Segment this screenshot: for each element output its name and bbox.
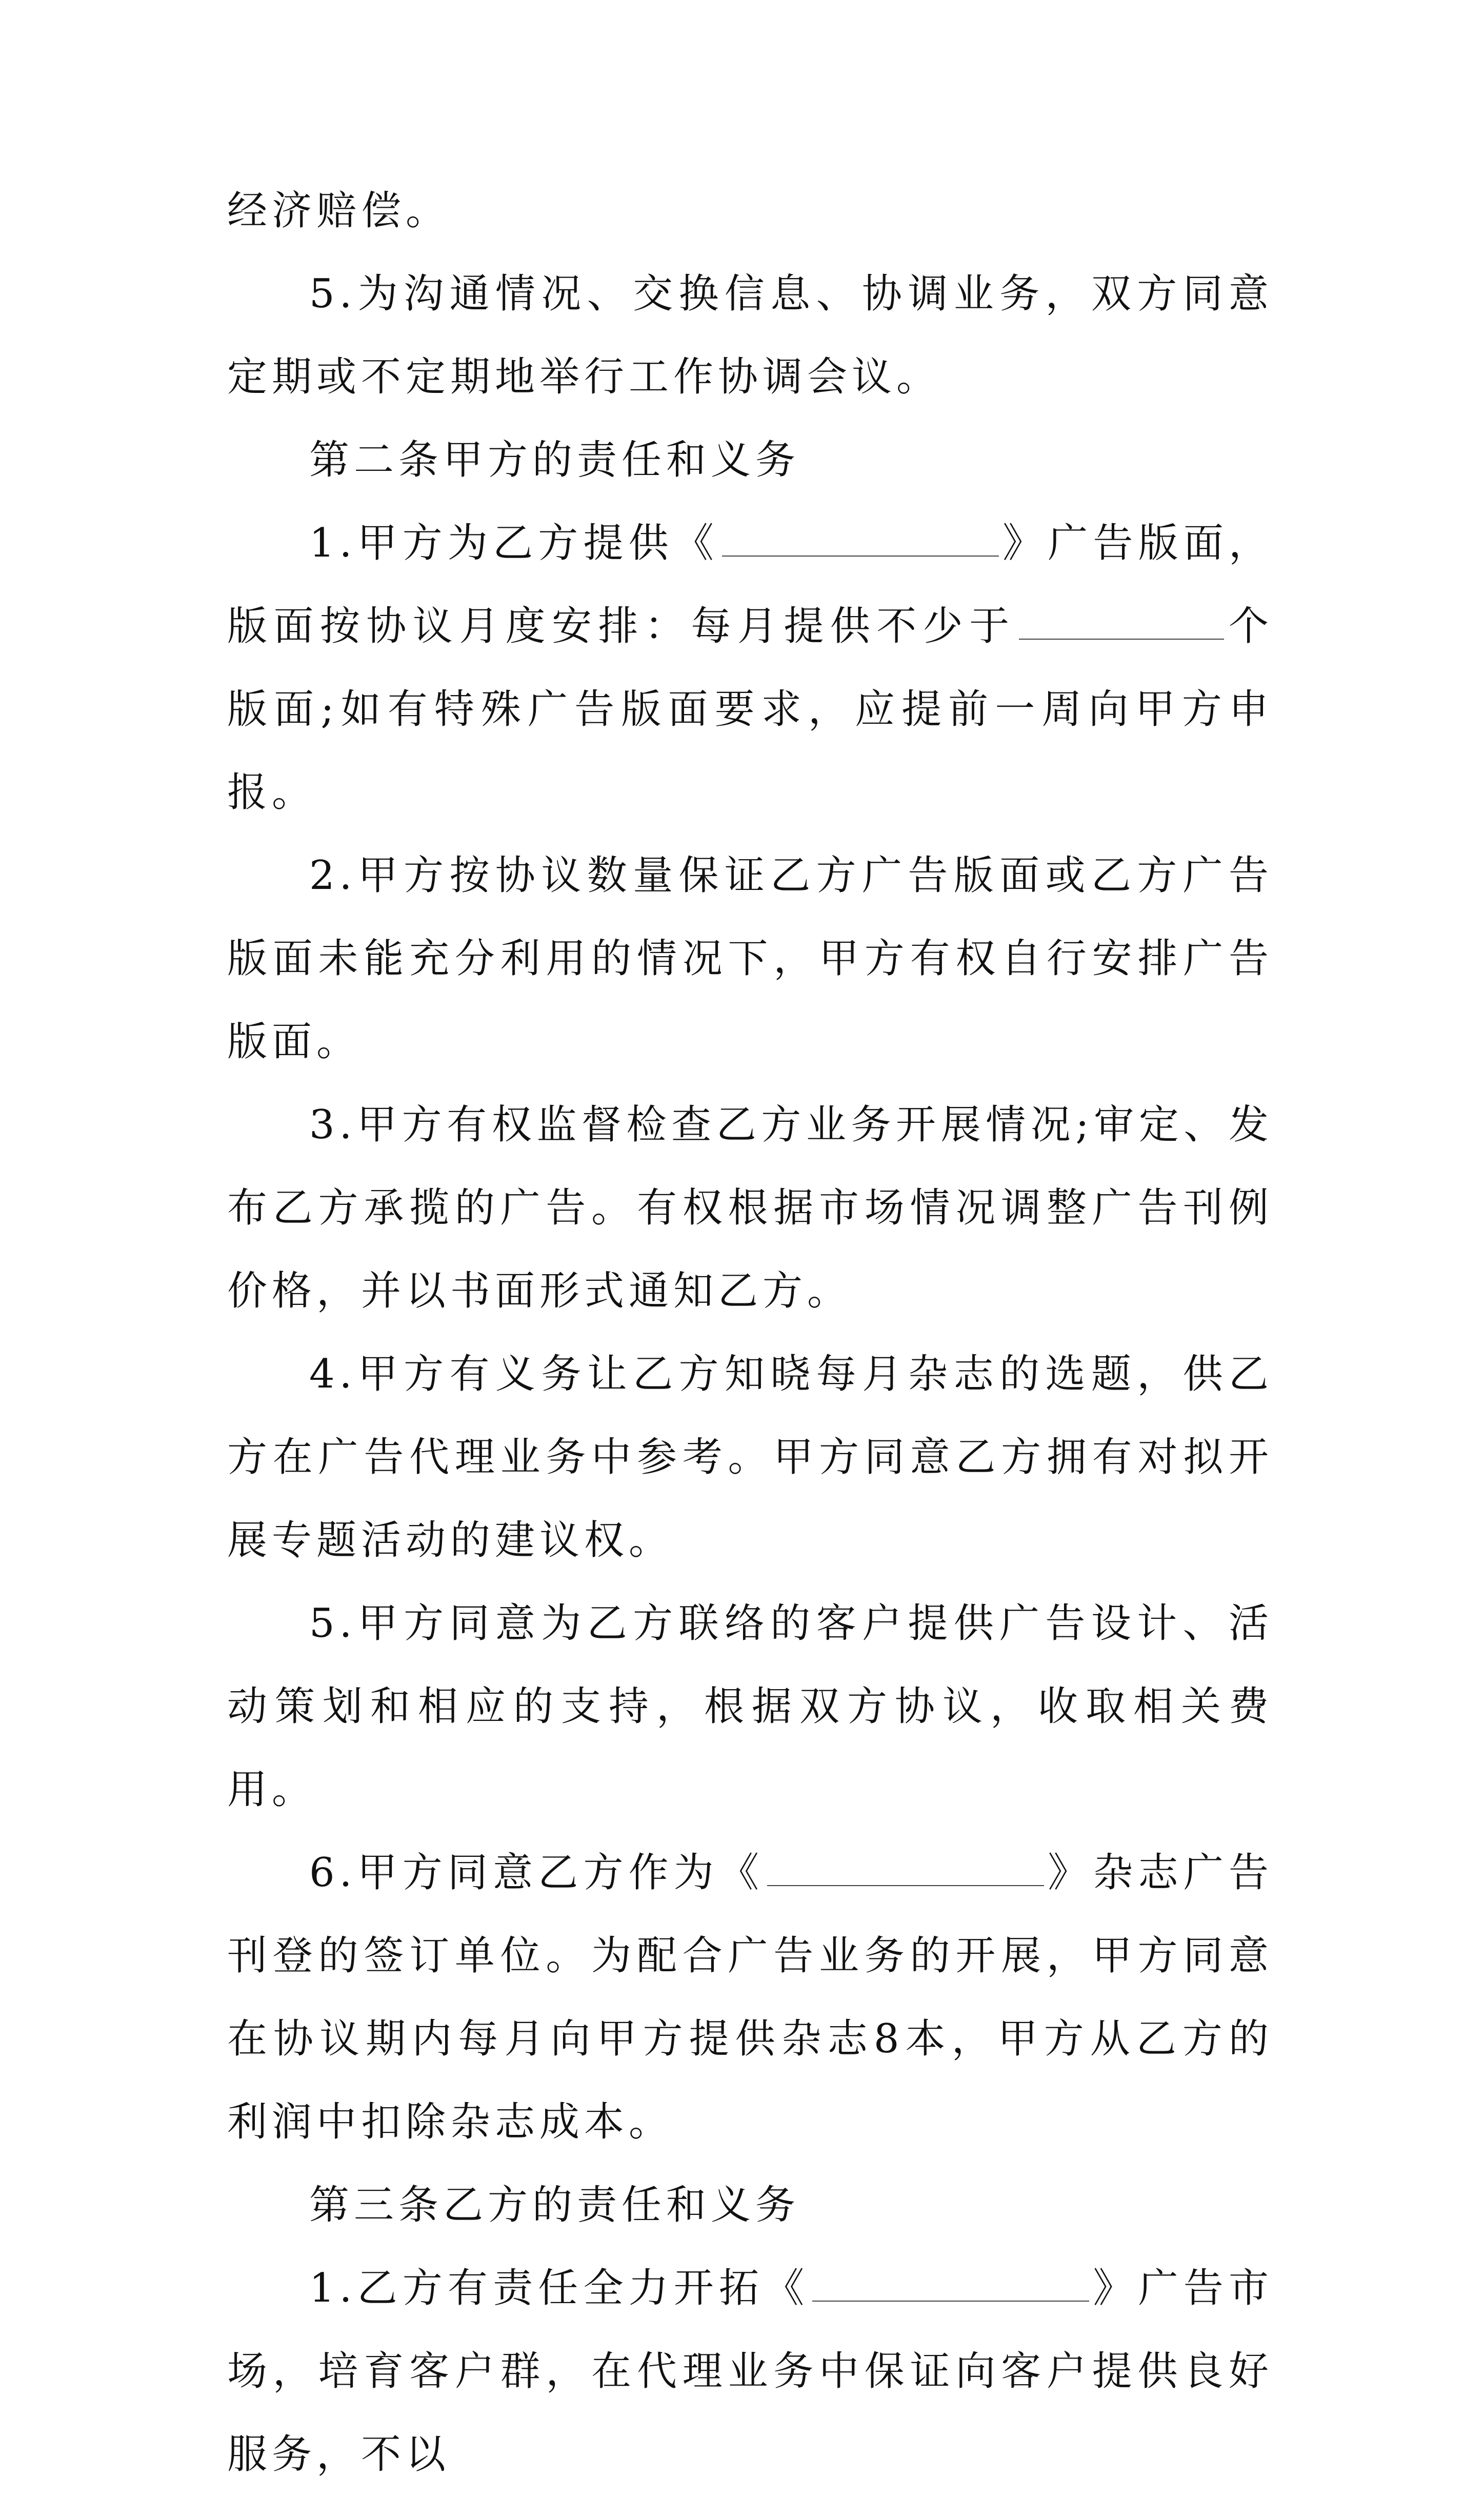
clause-2-1	[227, 502, 1273, 834]
fill-in-blank	[767, 1849, 1044, 1886]
clause-2-6	[227, 1831, 1273, 2164]
clause-3-1	[227, 2247, 1273, 2496]
paragraph-text: 5.为沟通情况、交换信息、协调业务，双方同意定期或不定期地举行工作协调会议。	[227, 271, 1273, 400]
fill-in-blank	[722, 520, 999, 557]
paragraph-text: 2.甲方按协议数量保证乙方广告版面或乙方广告版面未能充分利用的情况下，甲方有权自行安排广告版面。	[227, 853, 1273, 1065]
paragraph-text: 5.甲方同意为乙方联络的客户提供广告设计、活动策划和相应的支持，根据双方协议，收取相关费用。	[227, 1600, 1273, 1813]
paragraph-text: 》杂志广告刊登的签订单位。为配合广告业务的开展，甲方同意在协议期内每月向甲方提供杂志8本，甲方从乙方的利润中扣除杂志成本。	[227, 1850, 1273, 2145]
paragraph-text: 经济赔偿。	[227, 188, 451, 234]
clause-2-5	[227, 1582, 1273, 1831]
article-3-heading	[227, 2164, 1273, 2247]
paragraph-text: 4.甲方有义务让乙方知晓每月杂志的选题，供乙方在广告代理业务中参考。甲方同意乙方拥有对拟开展专题活动的建议权。	[227, 1351, 1273, 1563]
article-2-heading	[227, 419, 1273, 502]
paragraph-text: 》广告版面，版面按协议月度安排：每月提供不少于	[227, 520, 1273, 649]
fill-in-blank	[1019, 603, 1224, 640]
fill-in-blank	[812, 2265, 1089, 2302]
paragraph-text: 个版面;如有特殊广告版面要求，应提前一周向甲方申报。	[227, 603, 1273, 816]
clause-2-4	[227, 1333, 1273, 1582]
paragraph-continuation	[227, 169, 1273, 252]
clause-2-3	[227, 1083, 1273, 1333]
paragraph-text: 1.甲方为乙方提供《	[309, 520, 719, 566]
paragraph-text: 1.乙方有责任全力开拓《	[309, 2265, 810, 2311]
document-page	[227, 169, 1273, 2496]
clause-1-5	[227, 252, 1273, 419]
heading-text: 第三条乙方的责任和义务	[309, 2182, 800, 2228]
clause-2-2	[227, 834, 1273, 1083]
paragraph-text: 3.甲方有权监督检查乙方业务开展情况;审定、发布乙方承揽的广告。有权根据市场情况调整广告刊例价格，并以书面形式通知乙方。	[227, 1102, 1273, 1314]
heading-text: 第二条甲方的责任和义务	[309, 437, 800, 483]
paragraph-text: 》广告市场，培育客户群，在代理业务中保证向客户提供良好服务，不以	[227, 2265, 1273, 2478]
paragraph-text: 6.甲方同意乙方作为《	[309, 1850, 765, 1896]
